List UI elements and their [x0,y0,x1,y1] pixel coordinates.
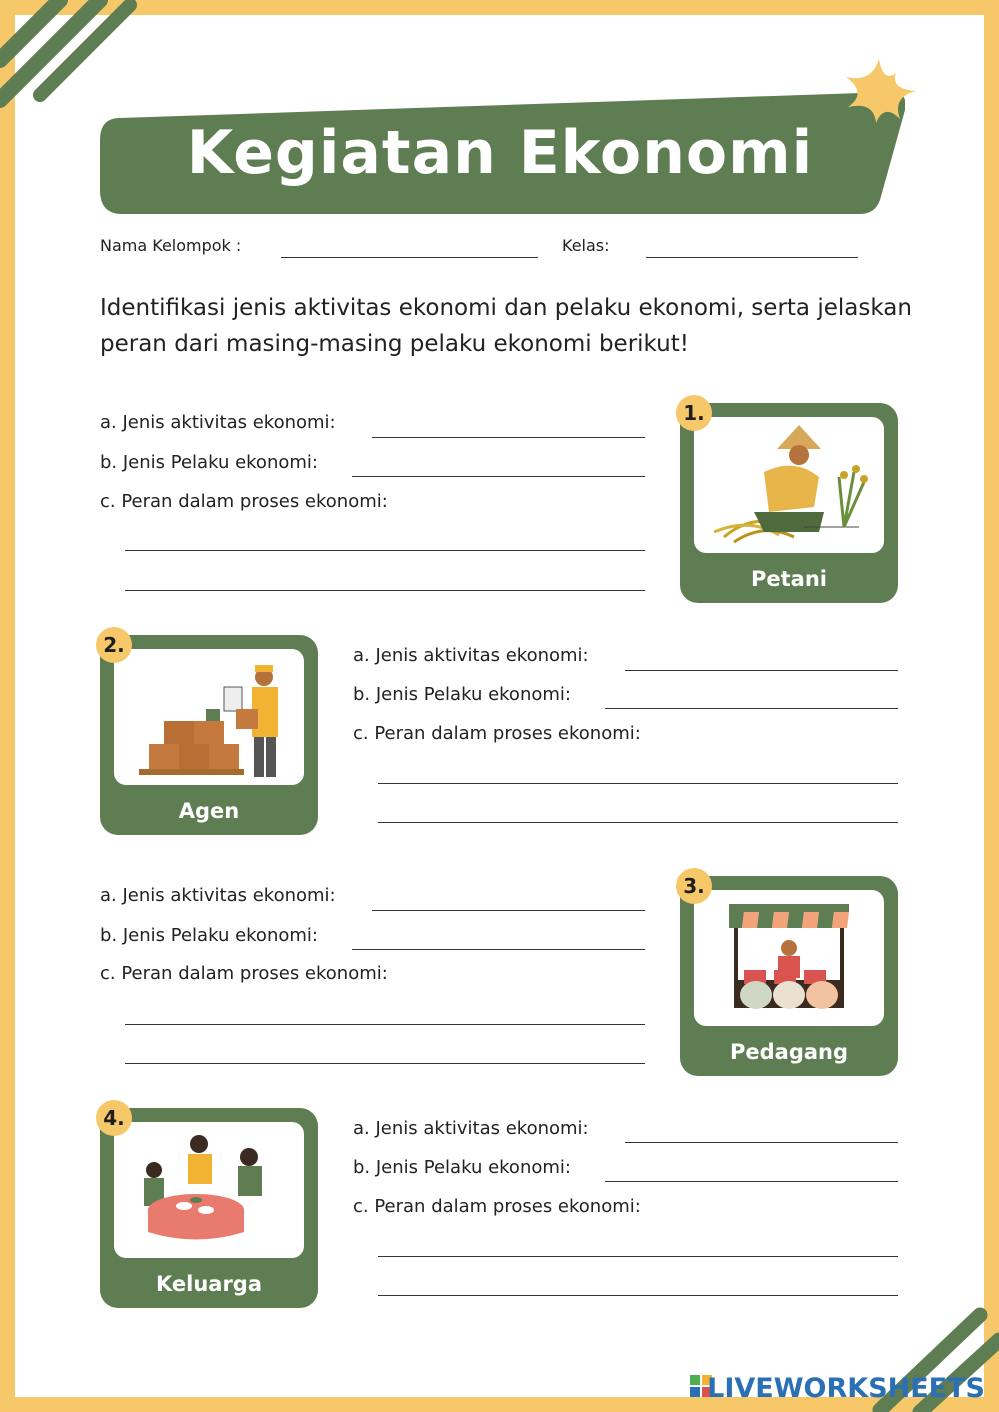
answer-b-line-1[interactable] [352,476,645,477]
question-b-label: b. Jenis Pelaku ekonomi: [100,925,318,946]
answer-a-line-2[interactable] [625,670,898,671]
question-a-label: a. Jenis aktivitas ekonomi: [100,412,336,433]
answer-a-line-4[interactable] [625,1142,898,1143]
card-number-badge: 3. [676,868,712,904]
card-petani [680,403,898,603]
card-number-badge: 2. [96,627,132,663]
class-label: Kelas: [562,236,610,255]
question-b-label: b. Jenis Pelaku ekonomi: [100,452,318,473]
answer-a-line-3[interactable] [372,910,645,911]
instruction-text: Identifikasi jenis aktivitas ekonomi dan pelaku ekonomi, serta jelaskan peran dari masing-masing pelaku ekonomi berikut! [100,295,912,357]
card-label: Agen [178,799,240,823]
farmer-illustration [694,417,884,553]
answer-a-line-1[interactable] [372,437,645,438]
answer-c-line-4b[interactable] [378,1295,898,1296]
page-title: Kegiatan Ekonomi [186,118,814,188]
agent-boxes-illustration [114,649,304,785]
answer-c-line-2b[interactable] [378,822,898,823]
card-label: Petani [751,567,827,591]
question-c-label: c. Peran dalam proses ekonomi: [100,491,388,512]
card-keluarga [100,1108,318,1308]
card-label: Pedagang [729,1040,849,1064]
answer-b-line-2[interactable] [605,708,898,709]
card-label: Keluarga [155,1272,263,1296]
answer-c-line-1b[interactable] [125,590,645,591]
question-a-label: a. Jenis aktivitas ekonomi: [353,645,589,666]
answer-c-line-2a[interactable] [378,783,898,784]
answer-b-line-4[interactable] [605,1181,898,1182]
question-c-label: c. Peran dalam proses ekonomi: [353,1196,641,1217]
star-icon [838,55,920,127]
card-pedagang [680,876,898,1076]
group-name-input-line[interactable] [281,257,538,258]
card-number-badge: 1. [676,395,712,431]
answer-c-line-4a[interactable] [378,1256,898,1257]
answer-b-line-3[interactable] [352,949,645,950]
answer-c-line-3b[interactable] [125,1063,645,1064]
card-number-badge: 4. [96,1100,132,1136]
question-b-label: b. Jenis Pelaku ekonomi: [353,684,571,705]
family-dining-illustration [114,1122,304,1258]
answer-c-line-1a[interactable] [125,550,645,551]
brand-watermark: LIVEWORKSHEETS [707,1373,985,1404]
question-a-label: a. Jenis aktivitas ekonomi: [353,1118,589,1139]
question-c-label: c. Peran dalam proses ekonomi: [353,723,641,744]
class-input-line[interactable] [646,257,858,258]
question-a-label: a. Jenis aktivitas ekonomi: [100,885,336,906]
card-agen [100,635,318,835]
market-stall-illustration [694,890,884,1026]
group-name-label: Nama Kelompok : [100,236,242,255]
answer-c-line-3a[interactable] [125,1024,645,1025]
question-c-label: c. Peran dalam proses ekonomi: [100,963,388,984]
question-b-label: b. Jenis Pelaku ekonomi: [353,1157,571,1178]
